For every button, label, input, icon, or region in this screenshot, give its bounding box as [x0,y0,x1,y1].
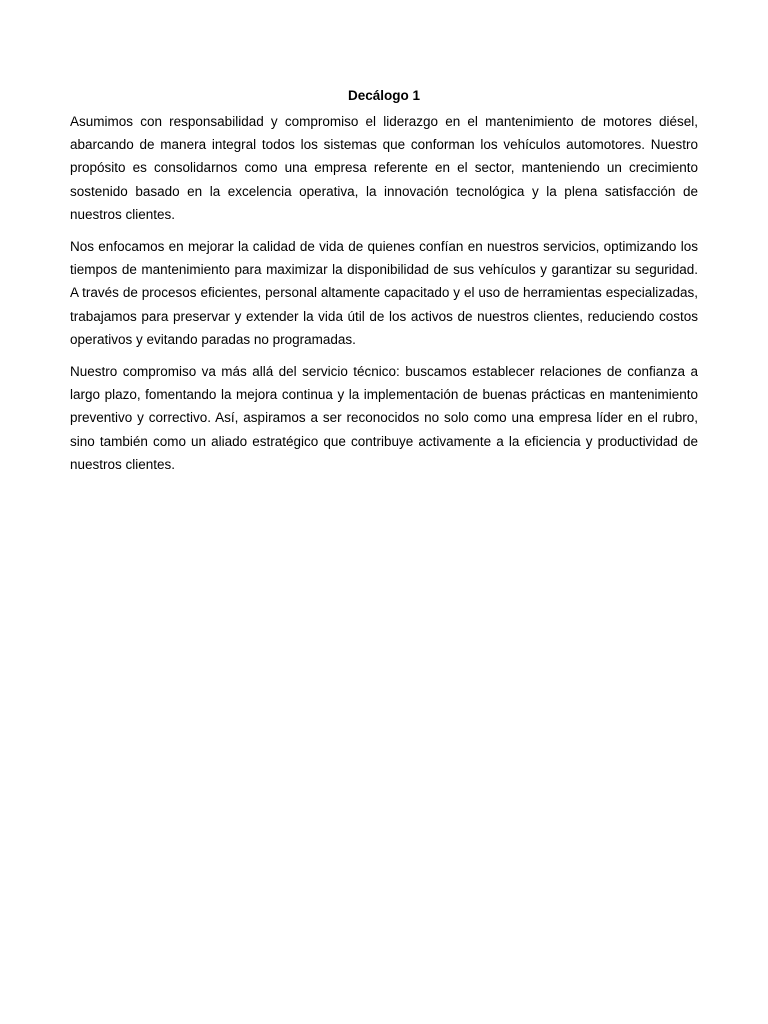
paragraph-3: Nuestro compromiso va más allá del servicio técnico: buscamos establecer relaciones de confianza a largo plazo, fomentando la mejora continua y la implementación de buenas prácticas en mantenimiento preventivo y correctivo. Así, aspiramos a ser reconocidos no solo como una empresa líder en el rubro, sino también como un aliado estratégico que contribuye activamente a la eficiencia y productividad de nuestros clientes. [70,364,698,472]
paragraph-1: Asumimos con responsabilidad y compromiso el liderazgo en el mantenimiento de motores diésel, abarcando de manera integral todos los sistemas que conforman los vehículos automotores. Nuestro propósito es consolidarnos como una empresa referente en el sector, manteniendo un crecimiento sostenido basado en la excelencia operativa, la innovación tecnológica y la plena satisfacción de nuestros clientes. [70,114,698,222]
document-title: Decálogo 1 [347,88,421,103]
document-page [70,86,698,485]
paragraph-2: Nos enfocamos en mejorar la calidad de vida de quienes confían en nuestros servicios, optimizando los tiempos de mantenimiento para maximizar la disponibilidad de sus vehículos y garantizar su seguridad. A través de procesos eficientes, personal altamente capacitado y el uso de herramientas especializadas, trabajamos para preservar y extender la vida útil de los activos de nuestros clientes, reduciendo costos operativos y evitando paradas no programadas. [70,239,698,347]
